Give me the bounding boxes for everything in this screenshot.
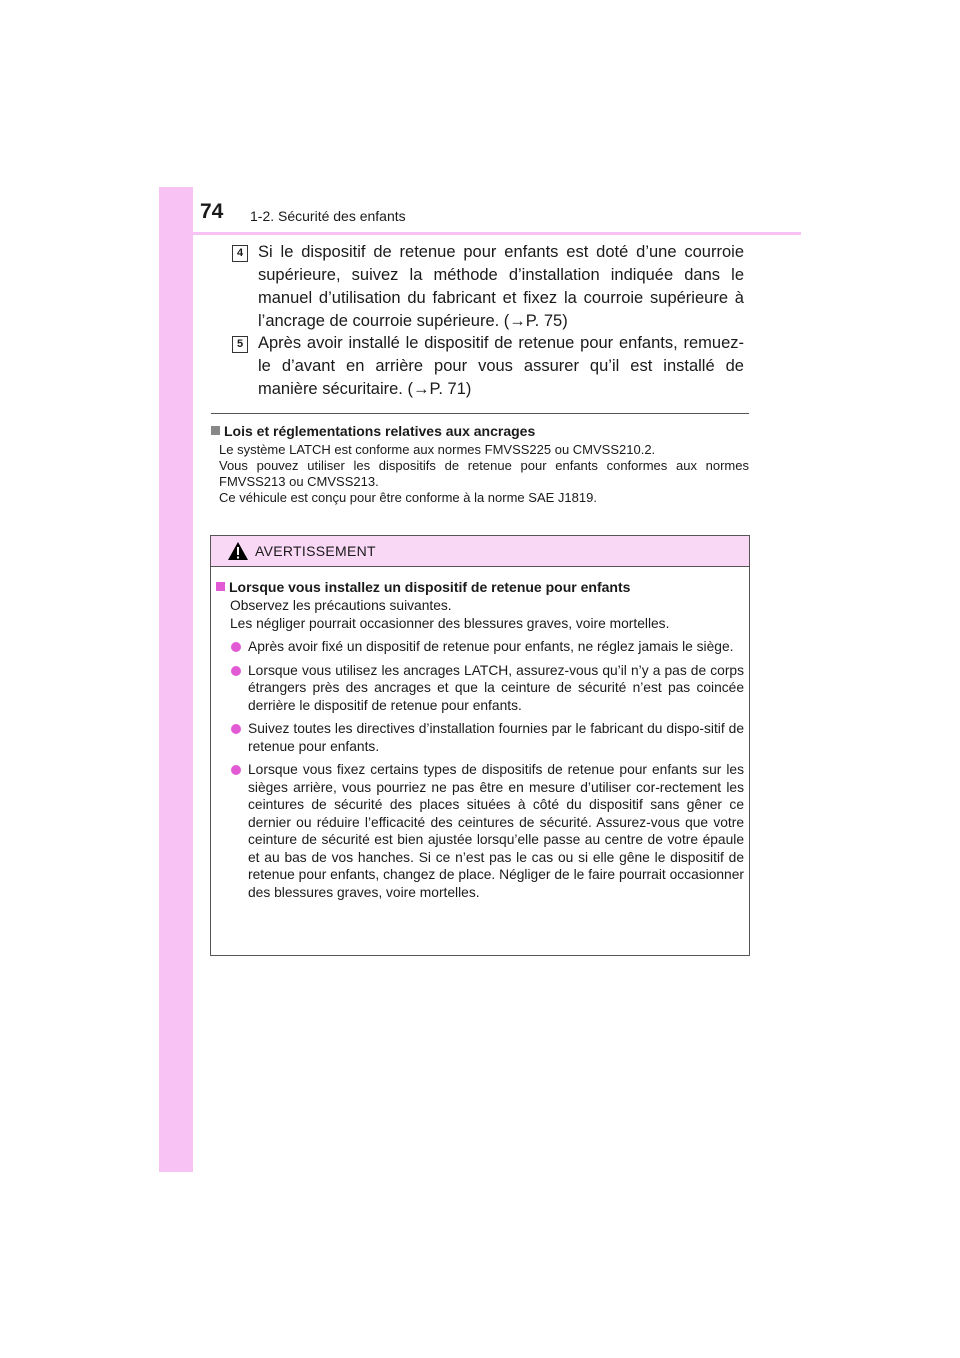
warning-title: AVERTISSEMENT bbox=[255, 543, 376, 559]
chapter-sidebar-tab bbox=[159, 187, 193, 1172]
warning-bullet bbox=[230, 720, 744, 755]
warning-bullet-text: Lorsque vous utilisez les ancrages LATCH, assurez-vous qu’il n’y a pas de corps étrangers près des ancrages et que la ceinture de sécurité n’est pas coincée derrière le dispositif de retenue pour enfants. bbox=[248, 662, 744, 713]
warning-intro-line: Observez les précautions suivantes. bbox=[230, 598, 452, 613]
step-number-badge: 5 bbox=[232, 336, 248, 353]
round-bullet-icon bbox=[231, 666, 241, 676]
header-divider bbox=[193, 232, 801, 235]
square-bullet-icon bbox=[211, 426, 220, 435]
section-divider bbox=[211, 413, 749, 414]
warning-bullet bbox=[230, 638, 744, 656]
step-number-badge: 4 bbox=[232, 245, 248, 262]
warning-header bbox=[211, 536, 749, 567]
round-bullet-icon bbox=[231, 642, 241, 652]
warning-heading-text: Lorsque vous installez un dispositif de retenue pour enfants bbox=[229, 579, 631, 595]
chapter-title: 1-2. Sécurité des enfants bbox=[250, 208, 406, 224]
warning-bullet-text: Lorsque vous fixez certains types de dispositifs de retenue pour enfants sur les sièges arrière, vous pourriez ne pas être en mesure d’utiliser cor-rectement les ceintures de sécurité des places situées à côté du dispositif sans gêner ce dernier ou réduire l’efficacité des ceintures de sécurité. Assurez-vous que votre ceinture de sécurité est bien ajustée lorsqu’elle passe au centre de votre épaule et au bas de vos hanches. Si ce n’est pas le cas ou si elle gêne le dispositif de retenue pour enfants, changez de place. Négliger de le faire pourrait occasionner des blessures graves, voire mortelles. bbox=[248, 762, 744, 900]
warning-heading bbox=[216, 578, 744, 596]
lois-body bbox=[219, 442, 749, 506]
warning-intro bbox=[230, 597, 744, 632]
step-text: Si le dispositif de retenue pour enfants est doté d’une courroie supérieure, suivez la méthode d’installation indiquée dans le manuel d’utilisation du fabricant et fixez la courroie supérieure à l’ancrage de courroie supérieure. (→P. 75) bbox=[258, 243, 744, 330]
warning-bullet-text: Après avoir fixé un dispositif de retenue pour enfants, ne réglez jamais le siège. bbox=[248, 639, 734, 654]
step-text: Après avoir installé le dispositif de retenue pour enfants, remuez-le d’avant en arrière pour vous assurer qu’il est installé de manière sécuritaire. (→P. 71) bbox=[258, 334, 744, 398]
lois-heading bbox=[211, 422, 749, 440]
lois-heading-text: Lois et réglementations relatives aux ancrages bbox=[224, 423, 536, 439]
warning-box bbox=[210, 535, 750, 956]
warning-triangle-icon bbox=[227, 541, 249, 561]
lois-paragraph: Vous pouvez utiliser les dispositifs de retenue pour enfants conformes aux normes FMVSS213 ou CMVSS213. bbox=[219, 458, 749, 489]
lois-section bbox=[211, 422, 749, 506]
page-number: 74 bbox=[200, 200, 224, 223]
lois-paragraph: Ce véhicule est conçu pour être conforme à la norme SAE J1819. bbox=[219, 490, 597, 505]
warning-intro-line: Les négliger pourrait occasionner des blessures graves, voire mortelles. bbox=[230, 615, 670, 631]
square-bullet-icon bbox=[216, 582, 225, 591]
warning-bullet bbox=[230, 662, 744, 715]
warning-bullet-text: Suivez toutes les directives d’installation fournies par le fabricant du dispo-sitif de retenue pour enfants. bbox=[248, 721, 744, 754]
warning-body bbox=[211, 567, 749, 901]
round-bullet-icon bbox=[231, 724, 241, 734]
warning-bullet bbox=[230, 761, 744, 901]
round-bullet-icon bbox=[231, 765, 241, 775]
lois-paragraph: Le système LATCH est conforme aux normes FMVSS225 ou CMVSS210.2. bbox=[219, 442, 656, 457]
